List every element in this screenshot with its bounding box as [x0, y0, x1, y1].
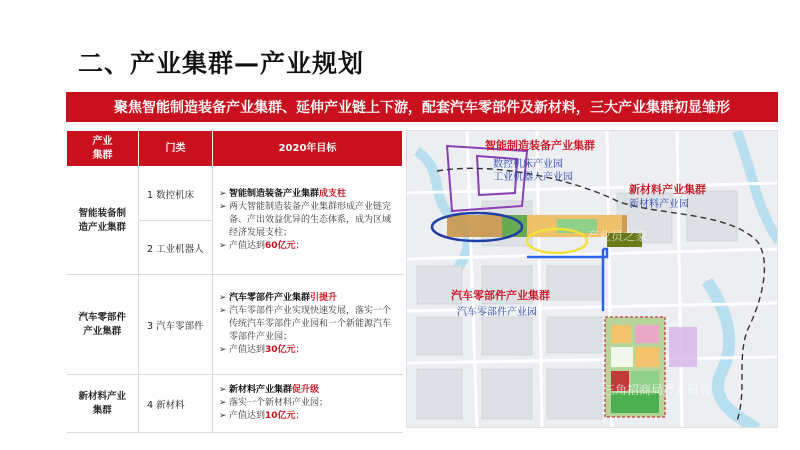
cluster-name: 汽车零部件 产业集群: [67, 275, 139, 375]
category-cell: 3 汽车零部件: [139, 275, 213, 375]
material-cluster-title: 新材料产业集群: [629, 183, 706, 196]
intelligent-cluster-title: 智能制造装备产业集群: [485, 139, 595, 152]
material-park-label: 新材料产业园: [629, 199, 689, 210]
robot-park-label: 工业机器人产业园: [493, 172, 573, 183]
page-title: 二、产业集群—产业规划: [78, 49, 365, 78]
table-header-row: [67, 131, 403, 167]
industrial-park-map: [406, 130, 778, 428]
goal-cell: ➢ 智能制造装备产业集群成支柱 ➢ 两大智能制造装备产业集群形成产业链完备、产出效益优异的生态体系，成为区域经济发展支柱； ➢ 产值达到60亿元；: [213, 167, 403, 275]
cluster-name: 新材料产业 集群: [67, 375, 139, 433]
headline-banner: 聚焦智能制造装备产业集群、延伸产业链上下游，配套汽车零部件及新材料，三大产业集群初显雏形: [66, 92, 778, 122]
table-row: [67, 375, 403, 433]
cluster-name: 智能装备制 造产业集群: [67, 167, 139, 275]
header-cluster: 产业 集群: [67, 131, 139, 167]
watermark-top: 产业员之家: [587, 229, 648, 243]
auto-park-label: 汽车零部件产业园: [457, 307, 537, 318]
category-cell: 2 工业机器人: [139, 221, 213, 275]
category-cell: 4 新材料: [139, 375, 213, 433]
auto-cluster-title: 汽车零部件产业集群: [451, 289, 550, 302]
goal-cell: ➢ 新材料产业集群促升级 ➢ 落实一个新材料产业园； ➢ 产值达到10亿元；: [213, 375, 403, 433]
table-row: [67, 167, 403, 221]
industry-plan-table: [66, 130, 403, 433]
category-cell: 1 数控机床: [139, 167, 213, 221]
goal-cell: ➢ 汽车零部件产业集群引提升 ➢ 汽车零部件产业实现快速发展，落实一个传统汽车零部件产业园和一个新能源汽车零部件产业园； ➢ 产值达到30亿元；: [213, 275, 403, 375]
header-goal: 2020年目标: [213, 131, 403, 167]
watermark-bottom: 三角招商局产业研究: [603, 383, 712, 397]
map-drawing: [407, 131, 778, 428]
cnc-park-label: 数控机床产业园: [493, 159, 563, 170]
table-row: [67, 275, 403, 375]
header-category: 门类: [139, 131, 213, 167]
